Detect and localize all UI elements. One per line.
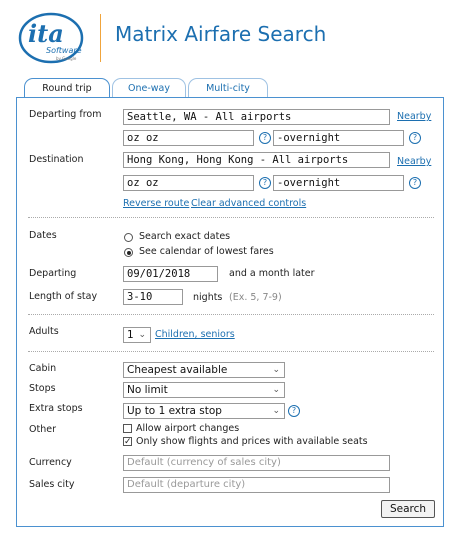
chevron-down-icon: ⌄	[272, 385, 280, 395]
tab-one-way[interactable]: One-way	[112, 78, 186, 98]
tab-round-trip[interactable]: Round trip	[24, 78, 110, 99]
help-icon[interactable]: ?	[409, 132, 421, 144]
available-seats-checkbox[interactable]: ✓	[124, 437, 132, 447]
nearby-destination-link[interactable]: Nearby	[397, 156, 432, 167]
departing-date-input[interactable]: 09/01/2018	[123, 266, 218, 282]
extra-stops-value: Up to 1 extra stop	[127, 405, 222, 417]
search-exact-dates-radio[interactable]	[124, 233, 133, 242]
section-divider	[28, 351, 434, 352]
adults-value: 1	[127, 329, 134, 341]
search-form	[16, 97, 444, 527]
cabin-label: Cabin	[29, 363, 57, 374]
stops-label: Stops	[29, 383, 56, 394]
cabin-select[interactable]	[123, 362, 285, 378]
other-label: Other	[29, 424, 56, 435]
currency-label: Currency	[29, 457, 72, 468]
section-divider	[28, 217, 434, 218]
chevron-down-icon: ⌄	[272, 406, 280, 416]
stops-value: No limit	[127, 384, 168, 396]
destination-input[interactable]: Hong Kong, Hong Kong - All airports	[123, 152, 390, 168]
departing-from-label: Departing from	[29, 109, 102, 120]
departing-routing-input[interactable]: oz oz	[123, 130, 254, 146]
extra-stops-select[interactable]	[123, 403, 285, 419]
allow-airport-changes-checkbox[interactable]	[123, 424, 132, 433]
length-of-stay-input[interactable]: 3-10	[123, 289, 183, 305]
nearby-departing-link[interactable]: Nearby	[397, 111, 432, 122]
dates-label: Dates	[29, 230, 57, 241]
allow-airport-changes-label: Allow airport changes	[136, 423, 240, 434]
ita-software-logo	[18, 12, 84, 64]
chevron-down-icon: ⌄	[272, 365, 280, 375]
logo-sub: Software	[46, 46, 82, 55]
extra-stops-label: Extra stops	[29, 403, 83, 414]
departing-range-label: and a month later	[229, 268, 315, 279]
destination-extension-input[interactable]: -overnight	[273, 175, 404, 191]
currency-input[interactable]: Default (currency of sales city)	[123, 455, 390, 471]
calendar-lowest-fares-label: See calendar of lowest fares	[139, 246, 274, 257]
destination-routing-input[interactable]: oz oz	[123, 175, 254, 191]
clear-advanced-controls-link[interactable]: Clear advanced controls	[191, 198, 307, 209]
children-seniors-link[interactable]: Children, seniors	[155, 329, 235, 340]
departing-label: Departing	[29, 268, 77, 279]
departing-from-input[interactable]: Seattle, WA - All airports	[123, 109, 390, 125]
stay-example-hint: (Ex. 5, 7-9)	[229, 292, 282, 303]
adults-select[interactable]	[123, 327, 151, 343]
destination-label: Destination	[29, 154, 84, 165]
header-divider	[100, 14, 101, 62]
chevron-down-icon: ⌄	[138, 330, 146, 340]
help-icon[interactable]: ?	[409, 177, 421, 189]
calendar-lowest-fares-radio[interactable]	[124, 248, 133, 257]
cabin-value: Cheapest available	[127, 364, 228, 376]
available-seats-label: Only show flights and prices with available seats	[136, 436, 368, 447]
page-title: Matrix Airfare Search	[115, 22, 327, 46]
logo-by: by Google	[56, 56, 77, 61]
logo-text: ita	[28, 19, 64, 48]
nights-label: nights	[193, 292, 223, 303]
sales-city-input[interactable]: Default (departure city)	[123, 477, 390, 493]
help-icon[interactable]: ?	[259, 177, 271, 189]
departing-extension-input[interactable]: -overnight	[273, 130, 404, 146]
stops-select[interactable]	[123, 382, 285, 398]
adults-label: Adults	[29, 326, 59, 337]
help-icon[interactable]: ?	[259, 132, 271, 144]
help-icon[interactable]: ?	[288, 405, 300, 417]
section-divider	[28, 314, 434, 315]
search-exact-dates-label: Search exact dates	[139, 231, 231, 242]
search-button[interactable]: Search	[381, 500, 435, 518]
length-of-stay-label: Length of stay	[29, 291, 98, 302]
header	[0, 0, 462, 82]
reverse-route-link[interactable]: Reverse route	[123, 198, 190, 209]
sales-city-label: Sales city	[29, 479, 75, 490]
tab-multi-city[interactable]: Multi-city	[188, 78, 268, 98]
